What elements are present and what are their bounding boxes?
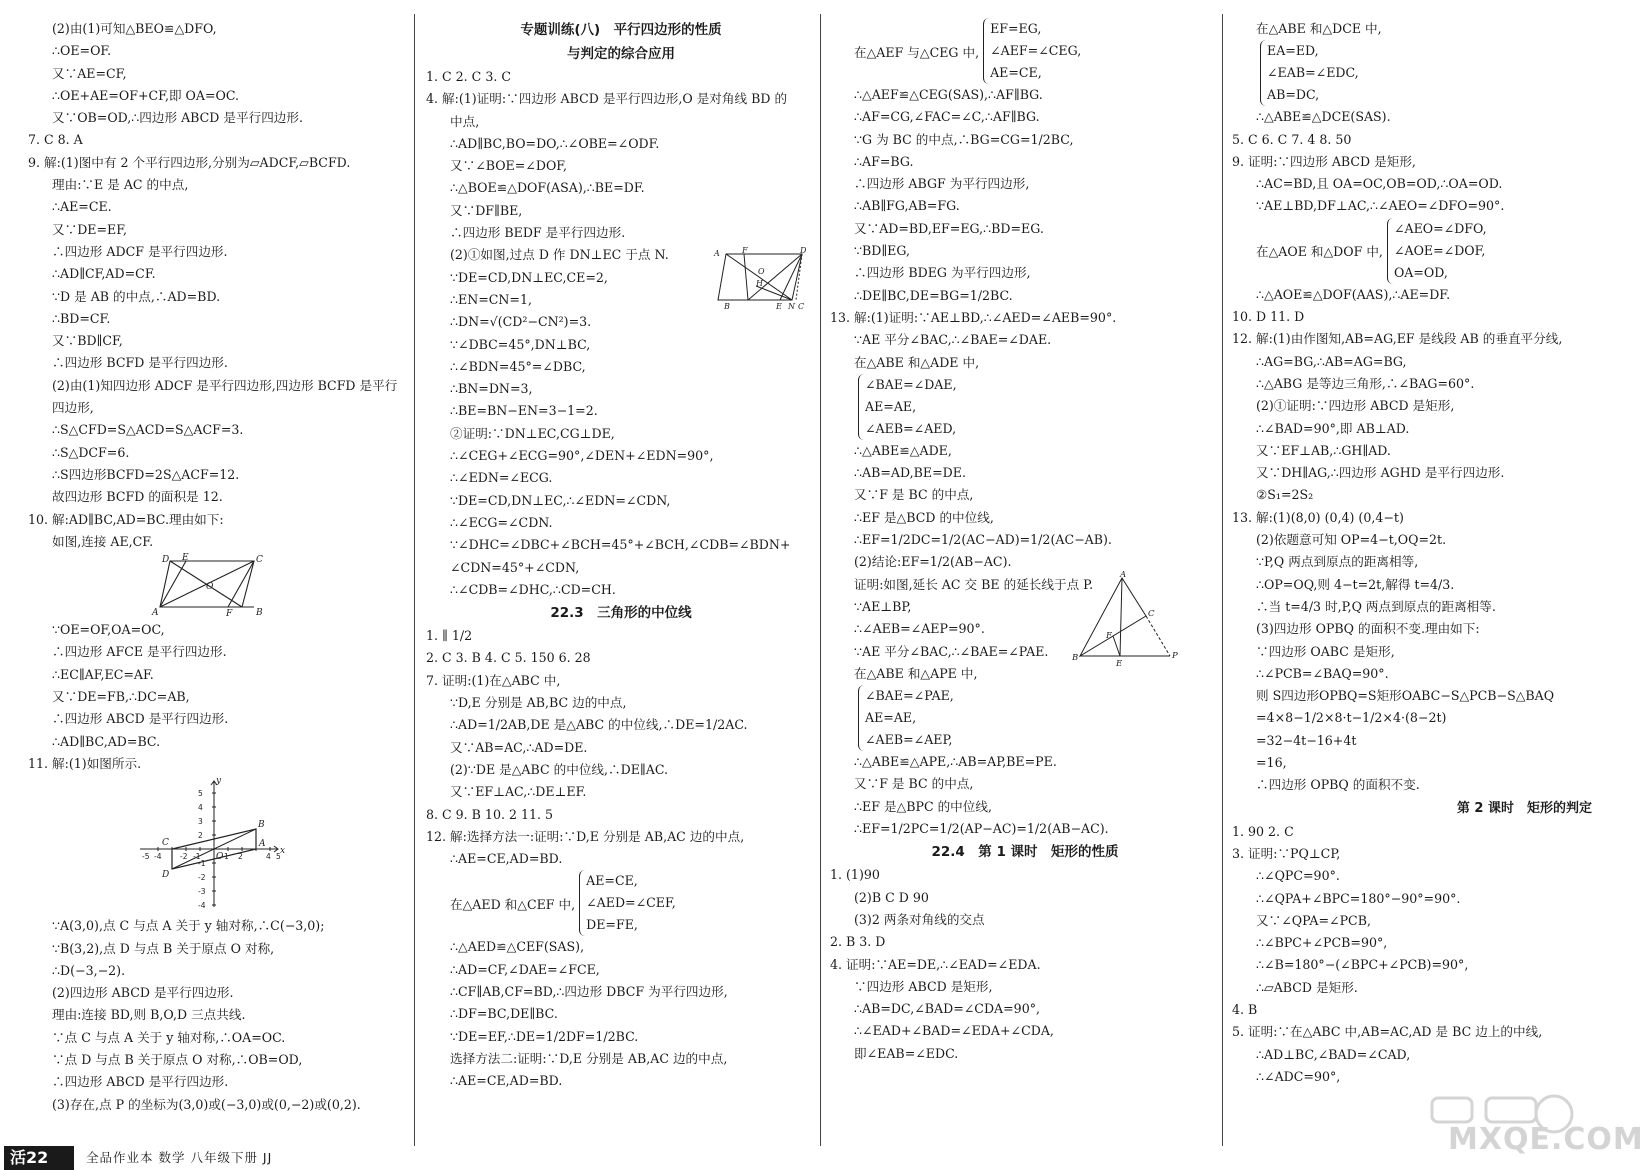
text-line: 则 S四边形OPBQ=S矩形OABC−S△PCB−S△BAQ bbox=[1256, 688, 1555, 704]
text-line: ∵DE=CD,DN⊥EC,CE=2, bbox=[450, 269, 608, 285]
section-title: 专题训练(八) 平行四边形的性质 bbox=[520, 22, 722, 38]
text-line: (2)四边形 ABCD 是平行四边形. bbox=[52, 985, 234, 1001]
svg-text:O: O bbox=[758, 267, 765, 277]
q13-figure-block bbox=[830, 569, 1220, 685]
text-line: ∴△BOE≌△DOF(ASA),∴BE=DF. bbox=[450, 180, 645, 196]
text-line: 8. C 9. B 10. 2 11. 5 bbox=[426, 806, 554, 822]
section-title: 22.3 三角形的中位线 bbox=[550, 605, 692, 622]
parallelogram-figure-q4 bbox=[712, 246, 808, 312]
text-line: 在△ABE 和△APE 中, bbox=[854, 665, 978, 681]
text-line: (2)∵DE 是△ABC 的中位线,∴DE∥AC. bbox=[450, 761, 669, 777]
text-line: 12. 解:(1)由作图知,AB=AG,EF 是线段 AB 的垂直平分线, bbox=[1232, 331, 1563, 347]
text-line: ∴四边形 ABCD 是平行四边形. bbox=[52, 1074, 229, 1090]
text-line: ∵OE=OF,OA=OC, bbox=[52, 622, 165, 638]
brace-item: ∠AEB=∠AED, bbox=[865, 420, 957, 436]
text-line: ∴S△CFD=S△ACD=S△ACF=3. bbox=[52, 422, 244, 438]
text-line: ∴当 t=4/3 时,P,Q 两点到原点的距离相等. bbox=[1256, 598, 1496, 614]
text-line: ∴EF=1/2DC=1/2(AC−AD)=1/2(AC−AB). bbox=[854, 532, 1112, 548]
brace-item: ∠AOE=∠DOF, bbox=[1393, 242, 1486, 258]
svg-text:O: O bbox=[216, 852, 224, 863]
brace-item: ∠EAB=∠EDC, bbox=[1267, 65, 1359, 81]
text-line: 10. 解:AD∥BC,AD=BC.理由如下: bbox=[28, 511, 224, 527]
column-divider bbox=[1222, 14, 1223, 1146]
text-line: (3)2 两条对角线的交点 bbox=[854, 911, 985, 927]
brace-conditions bbox=[1260, 40, 1359, 106]
text-line: ∴CF∥AB,CF=BD,∴四边形 DBCF 为平行四边形, bbox=[450, 983, 728, 999]
text-line: ∴∠BDN=45°=∠DBC, bbox=[450, 358, 586, 374]
text-line: 即∠EAB=∠EDC. bbox=[854, 1045, 959, 1061]
text-line: 又∵AE=CF, bbox=[52, 65, 127, 81]
text-line: ∵AE 平分∠BAC,∴∠BAE=∠DAE. bbox=[854, 332, 1052, 348]
text-line: 2. C 3. B 4. C 5. 150 6. 28 bbox=[426, 650, 591, 666]
text-line: ②S₁=2S₂ bbox=[1256, 487, 1314, 503]
column-3 bbox=[830, 18, 1220, 1146]
text-line: (2)依题意可知 OP=4−t,OQ=2t. bbox=[1256, 532, 1447, 548]
text-line: 理由:∵E 是 AC 的中点, bbox=[52, 177, 189, 193]
text-line: 13. 解:(1)证明:∵AE⊥BD,∴∠AED=∠AEB=90°. bbox=[830, 309, 1117, 325]
text-line: 在△ABE 和△ADE 中, bbox=[854, 354, 980, 370]
svg-text:3: 3 bbox=[198, 817, 203, 827]
text-line: 又∵OB=OD,∴四边形 ABCD 是平行四边形. bbox=[52, 110, 303, 126]
text-line: ∴EC∥AF,EC=AF. bbox=[52, 666, 154, 682]
text-line: ∵∠DHC=∠DBC+∠BCH=45°+∠BCH,∠CDB=∠BDN+ bbox=[450, 537, 791, 553]
congruence-brace bbox=[830, 374, 1220, 440]
triangle-figure-q13 bbox=[1070, 569, 1180, 669]
text-line: ∴OE+AE=OF+CF,即 OA=OC. bbox=[52, 87, 240, 103]
brace-item: ∠AEF=∠CEG, bbox=[990, 43, 1082, 58]
text-line: ∴△ABE≌△APE,∴AB=AP,BE=PE. bbox=[854, 754, 1057, 770]
brace-item: ∠AEO=∠DFO, bbox=[1393, 220, 1487, 236]
svg-text:D: D bbox=[800, 246, 807, 256]
text-line: ∴AF=BG. bbox=[854, 153, 914, 169]
text-line: ∴EN=CN=1, bbox=[450, 291, 533, 307]
brace-conditions bbox=[858, 374, 957, 440]
congruence-brace bbox=[830, 18, 1220, 84]
text-line: =16, bbox=[1256, 755, 1287, 771]
text-line: 中点, bbox=[450, 113, 480, 129]
text-line: ∴S△DCF=6. bbox=[52, 444, 130, 460]
text-line: 理由:连接 BD,则 B,O,D 三点共线. bbox=[52, 1007, 246, 1023]
text-line: ∴OE=OF. bbox=[52, 43, 112, 59]
text-line: =4×8−1/2×8·t−1/2×4·(8−2t) bbox=[1256, 710, 1447, 726]
text-line: 又∵DE=FB,∴DC=AB, bbox=[52, 689, 190, 705]
section-title: 22.4 第 1 课时 矩形的性质 bbox=[931, 844, 1119, 861]
text-line: ∴AB=AD,BE=DE. bbox=[854, 465, 966, 481]
text-line: 四边形, bbox=[52, 400, 94, 416]
coordinate-figure-q11 bbox=[28, 775, 408, 915]
text-line: ∴BE=BN−EN=3−1=2. bbox=[450, 403, 598, 419]
text-line: 又∵DH∥AG,∴四边形 AGHD 是平行四边形. bbox=[1256, 465, 1505, 481]
brace-item: DE=FE, bbox=[586, 917, 638, 933]
text-line: 5. C 6. C 7. 4 8. 50 bbox=[1232, 131, 1352, 147]
text-line: ∵G 为 BC 的中点,∴BG=CG=1/2BC, bbox=[854, 131, 1074, 147]
text-line: ∴∠ADC=90°, bbox=[1256, 1068, 1341, 1084]
text-line: ∴AE=CE,AD=BD. bbox=[450, 1073, 563, 1089]
svg-text:C: C bbox=[162, 838, 169, 849]
text-line: ∴AG=BG,∴AB=AG=BG, bbox=[1256, 353, 1407, 369]
text-line: (3)四边形 OPBQ 的面积不变.理由如下: bbox=[1256, 621, 1480, 637]
text-line: ∴四边形 BDEG 为平行四边形, bbox=[854, 265, 1031, 281]
svg-text:C: C bbox=[1148, 608, 1155, 619]
text-line: ∵点 D 与点 B 关于原点 O 对称,∴OB=OD, bbox=[52, 1051, 303, 1067]
text-line: 3. 证明:∵PQ⊥CP, bbox=[1232, 845, 1341, 861]
column-4 bbox=[1232, 18, 1592, 1146]
text-line: 9. 解:(1)图中有 2 个平行四边形,分别为▱ADCF,▱BCFD. bbox=[28, 154, 351, 170]
svg-text:C: C bbox=[256, 555, 263, 566]
svg-text:5: 5 bbox=[198, 789, 203, 799]
svg-text:-2: -2 bbox=[180, 852, 188, 862]
text-line: ∵DE=CD,DN⊥EC,∴∠EDN=∠CDN, bbox=[450, 492, 671, 508]
svg-text:y: y bbox=[216, 776, 222, 787]
text-line: ∵DE=EF,∴DE=1/2DF=1/2BC. bbox=[450, 1028, 639, 1044]
text-line: ∴∠EDN=∠ECG. bbox=[450, 470, 553, 486]
text-line: ∵AE⊥BP, bbox=[854, 598, 912, 614]
brace-item: ∠BAE=∠PAE, bbox=[865, 688, 954, 704]
svg-text:N: N bbox=[788, 302, 795, 312]
text-line: 12. 解:选择方法一:证明:∵D,E 分别是 AB,AC 边的中点, bbox=[426, 828, 745, 844]
parallelogram-figure-q10 bbox=[28, 553, 408, 619]
q4-figure-block bbox=[426, 244, 816, 311]
text-line: ∴∠CDB=∠DHC,∴CD=CH. bbox=[450, 581, 616, 597]
text-line: 4. B bbox=[1232, 1001, 1258, 1017]
brace-item: AB=DC, bbox=[1267, 87, 1320, 103]
text-line: ∵四边形 OABC 是矩形, bbox=[1256, 643, 1395, 659]
text-line: ∴DE∥BC,DE=BG=1/2BC. bbox=[854, 287, 1013, 303]
text-line: ∴AC=BD,且 OA=OC,OB=OD,∴OA=OD. bbox=[1256, 176, 1503, 192]
text-line: ∵A(3,0),点 C 与点 A 关于 y 轴对称,∴C(−3,0); bbox=[52, 918, 325, 934]
brace-conditions bbox=[858, 685, 954, 751]
page-footer bbox=[0, 1146, 1600, 1170]
text-line: 选择方法二:证明:∵D,E 分别是 AB,AC 边的中点, bbox=[450, 1050, 728, 1066]
text-line: ∵四边形 ABCD 是矩形, bbox=[854, 978, 993, 994]
watermark-text: MXQE.COM bbox=[1448, 1122, 1644, 1157]
svg-text:F: F bbox=[226, 609, 233, 620]
text-line: ∵BD∥EG, bbox=[854, 243, 910, 259]
text-line: 7. 证明:(1)在△ABC 中, bbox=[426, 672, 561, 688]
text-line: ∴DN=√(CD²−CN²)=3. bbox=[450, 314, 592, 330]
text-line: ∴△AEF≌△CEG(SAS),∴AF∥BG. bbox=[854, 87, 1043, 102]
text-line: ∴D(−3,−2). bbox=[52, 962, 126, 978]
text-line: 又∵∠QPA=∠PCB, bbox=[1256, 912, 1371, 928]
brace-item: ∠BAE=∠DAE, bbox=[865, 376, 957, 392]
svg-text:-4: -4 bbox=[154, 852, 162, 862]
book-title: 全品作业本 数学 八年级下册 JJ bbox=[86, 1150, 273, 1165]
text-line: ∴∠CEG+∠ECG=90°,∠DEN+∠EDN=90°, bbox=[450, 448, 714, 464]
text-line: 11. 解:(1)如图所示. bbox=[28, 755, 142, 771]
text-line: ∴OP=OQ,则 4−t=2t,解得 t=4/3. bbox=[1256, 576, 1455, 592]
svg-text:2: 2 bbox=[238, 852, 243, 862]
text-line: ∴AE=CE,AD=BD. bbox=[450, 851, 563, 867]
text-line: 又∵F 是 BC 的中点, bbox=[854, 776, 974, 792]
section-subtitle: 与判定的综合应用 bbox=[567, 46, 675, 62]
text-line: 5. 证明:∵在△ABC 中,AB=AC,AD 是 BC 边上的中线, bbox=[1232, 1024, 1543, 1040]
text-line: 10. D 11. D bbox=[1232, 309, 1305, 325]
text-line: ∴DF=BC,DE∥BC. bbox=[450, 1006, 558, 1022]
brace-label: 在△AEF 与△CEG 中, bbox=[854, 44, 980, 60]
brace-item: AE=CE, bbox=[586, 873, 638, 889]
congruence-brace bbox=[830, 685, 1220, 751]
text-line: 又∵EF⊥AB,∴GH∥AD. bbox=[1256, 442, 1391, 458]
text-line: (3)存在,点 P 的坐标为(3,0)或(−3,0)或(0,−2)或(0,2). bbox=[52, 1096, 361, 1112]
svg-text:B: B bbox=[724, 302, 730, 312]
text-line: (2)①如图,过点 D 作 DN⊥EC 于点 N. bbox=[450, 247, 669, 263]
brace-item: EA=ED, bbox=[1267, 43, 1319, 59]
text-line: ∴AD⊥BC,∠BAD=∠CAD, bbox=[1256, 1046, 1411, 1062]
svg-text:F: F bbox=[742, 246, 748, 256]
text-line: 又∵AD=BD,EF=EG,∴BD=EG. bbox=[854, 220, 1044, 236]
brace-item: ∠AED=∠CEF, bbox=[586, 895, 676, 911]
text-line: ∴△AOE≌△DOF(AAS),∴AE=DF. bbox=[1256, 286, 1451, 302]
text-line: ∴▱ABCD 是矩形. bbox=[1256, 979, 1358, 995]
text-line: ∴四边形 ABCD 是平行四边形. bbox=[52, 711, 229, 727]
text-line: 又∵∠BOE=∠DOF, bbox=[450, 158, 568, 174]
text-line: 1. 90 2. C bbox=[1232, 823, 1294, 839]
svg-text:x: x bbox=[280, 846, 286, 857]
text-line: ∵∠DBC=45°,DN⊥BC, bbox=[450, 336, 591, 352]
text-line: ∴EF=1/2PC=1/2(AP−AC)=1/2(AB−AC). bbox=[854, 821, 1109, 837]
brace-item: AE=AE, bbox=[865, 710, 917, 726]
text-line: ∴AD∥BC,AD=BC. bbox=[52, 733, 161, 749]
text-line: ∵D 是 AB 的中点,∴AD=BD. bbox=[52, 288, 221, 304]
text-line: ∴△ABE≌△ADE, bbox=[854, 442, 952, 458]
text-line: ∴∠QPC=90°. bbox=[1256, 868, 1340, 884]
svg-text:-4: -4 bbox=[198, 901, 206, 911]
brace-label: 在△AOE 和△DOF 中, bbox=[1256, 244, 1383, 260]
svg-text:A: A bbox=[714, 249, 720, 259]
text-line: ∵点 C 与点 A 关于 y 轴对称,∴OA=OC. bbox=[52, 1029, 286, 1045]
text-line: ∴∠BPC+∠PCB=90°, bbox=[1256, 935, 1388, 951]
text-line: 又∵DE=EF, bbox=[52, 221, 128, 237]
watermark-logo bbox=[1402, 1092, 1644, 1162]
text-line: ∴四边形 AFCE 是平行四边形. bbox=[52, 644, 227, 660]
brace-item: AE=AE, bbox=[865, 398, 917, 414]
text-line: ∴AD∥BC,BO=DO,∴∠OBE=∠ODF. bbox=[450, 135, 660, 151]
svg-text:E: E bbox=[1116, 658, 1123, 669]
column-divider bbox=[414, 14, 415, 1146]
text-line: ∴∠ECG=∠CDN. bbox=[450, 514, 553, 530]
svg-text:-3: -3 bbox=[198, 887, 206, 897]
text-line: ∴△ABG 是等边三角形,∴∠BAG=60°. bbox=[1256, 375, 1475, 391]
svg-text:H: H bbox=[756, 279, 763, 289]
text-line: ∴四边形 BCFD 是平行四边形. bbox=[52, 355, 228, 371]
brace-item: AE=CE, bbox=[990, 65, 1042, 80]
text-line: ∵AE 平分∠BAC,∴∠BAE=∠PAE. bbox=[854, 643, 1049, 659]
text-line: ∴BN=DN=3, bbox=[450, 381, 533, 397]
text-line: ∴BD=CF. bbox=[52, 310, 111, 326]
text-line: ∴AD∥CF,AD=CF. bbox=[52, 266, 156, 282]
brace-item: ∠AEB=∠AEP, bbox=[865, 732, 953, 748]
text-line: ∴AB∥FG,AB=FG. bbox=[854, 198, 960, 214]
text-line: ∴∠PCB=∠BAQ=90°. bbox=[1256, 665, 1389, 681]
congruence-brace bbox=[1232, 40, 1592, 106]
svg-text:F: F bbox=[1106, 630, 1112, 641]
text-line: ∴四边形 ADCF 是平行四边形. bbox=[52, 243, 228, 259]
text-line: 故四边形 BCFD 的面积是 12. bbox=[52, 489, 223, 505]
brace-item: EF=EG, bbox=[990, 21, 1042, 36]
text-line: ∴AD=1/2AB,DE 是△ABC 的中位线,∴DE=1/2AC. bbox=[450, 717, 748, 733]
text-line: (2)B C D 90 bbox=[854, 889, 929, 905]
text-line: 13. 解:(1)(8,0) (0,4) (0,4−t) bbox=[1232, 509, 1404, 525]
brace-item: OA=OD, bbox=[1393, 264, 1448, 280]
svg-text:O: O bbox=[206, 582, 214, 593]
text-line: ∵AE⊥BD,DF⊥AC,∴∠AEO=∠DFO=90°. bbox=[1256, 198, 1505, 214]
column-1 bbox=[28, 18, 408, 1146]
text-line: ②证明:∵DN⊥EC,CG⊥DE, bbox=[450, 425, 615, 441]
section-title: 第 2 课时 矩形的判定 bbox=[1456, 800, 1592, 816]
text-line: ∴AF=CG,∠FAC=∠C,∴AF∥BG. bbox=[854, 109, 1040, 125]
text-line: (2)结论:EF=1/2(AB−AC). bbox=[854, 554, 1012, 570]
brace-label: 在△AED 和△CEF 中, bbox=[450, 896, 576, 912]
text-line: 证明:如图,延长 AC 交 BE 的延长线于点 P. bbox=[854, 576, 1094, 592]
text-line: 又∵F 是 BC 的中点, bbox=[854, 487, 974, 503]
svg-text:4: 4 bbox=[198, 803, 203, 813]
svg-text:2: 2 bbox=[198, 831, 203, 841]
text-line: 1. ∥ 1/2 bbox=[426, 628, 473, 644]
text-line: 9. 证明:∵四边形 ABCD 是矩形, bbox=[1232, 153, 1416, 169]
svg-text:B: B bbox=[258, 820, 265, 831]
text-line: 又∵EF⊥AC,∴DE⊥EF. bbox=[450, 784, 587, 800]
text-line: 4. 证明:∵AE=DE,∴∠EAD=∠EDA. bbox=[830, 956, 1041, 972]
svg-text:-1: -1 bbox=[198, 859, 206, 869]
text-line: 4. 解:(1)证明:∵四边形 ABCD 是平行四边形,O 是对角线 BD 的 bbox=[426, 91, 788, 107]
text-line: (2)由(1)可知△BEO≌△DFO, bbox=[52, 21, 217, 36]
text-line: 又∵DF∥BE, bbox=[450, 202, 523, 218]
congruence-brace bbox=[1232, 218, 1592, 284]
column-divider bbox=[820, 14, 821, 1146]
svg-text:1: 1 bbox=[224, 852, 229, 862]
text-line: 又∵BD∥CF, bbox=[52, 333, 123, 349]
text-line: ∴AB=DC,∠BAD=∠CDA=90°, bbox=[854, 1001, 1041, 1017]
svg-text:B: B bbox=[256, 608, 263, 619]
text-line: ∴△ABE≌△DCE(SAS). bbox=[1256, 109, 1391, 125]
svg-text:5: 5 bbox=[276, 852, 281, 862]
text-line: ∠CDN=45°+∠CDN, bbox=[450, 559, 580, 575]
svg-text:D: D bbox=[162, 870, 170, 881]
svg-text:D: D bbox=[162, 555, 170, 566]
svg-text:E: E bbox=[182, 553, 189, 564]
text-line: ∴∠B=180°−(∠BPC+∠PCB)=90°, bbox=[1256, 957, 1469, 973]
text-line: (2)由(1)知四边形 ADCF 是平行四边形,四边形 BCFD 是平行 bbox=[52, 377, 398, 393]
text-line: 如图,连接 AE,CF. bbox=[52, 533, 154, 549]
text-line: ∴∠BAD=90°,即 AB⊥AD. bbox=[1256, 420, 1410, 436]
congruence-brace bbox=[426, 870, 816, 936]
text-line: ∵P,Q 两点到原点的距离相等, bbox=[1256, 554, 1419, 570]
svg-text:A: A bbox=[152, 608, 159, 619]
text-line: (2)①证明:∵四边形 ABCD 是矩形, bbox=[1256, 398, 1455, 414]
svg-text:C: C bbox=[798, 302, 805, 312]
text-line: ∴S四边形BCFD=2S△ACF=12. bbox=[52, 466, 240, 482]
text-line: =32−4t−16+4t bbox=[1256, 732, 1357, 748]
text-line: ∴△AED≌△CEF(SAS), bbox=[450, 939, 585, 955]
svg-text:P: P bbox=[1172, 650, 1178, 661]
text-line: ∴AE=CE. bbox=[52, 199, 112, 215]
text-line: ∵D,E 分别是 AB,BC 边的中点, bbox=[450, 695, 627, 711]
svg-text:A: A bbox=[1120, 569, 1127, 580]
text-line: ∴四边形 ABGF 为平行四边形, bbox=[854, 176, 1030, 192]
svg-text:4: 4 bbox=[266, 852, 271, 862]
page-number: 活22 bbox=[4, 1146, 74, 1170]
column-2 bbox=[426, 18, 816, 1146]
text-line: 7. C 8. A bbox=[28, 132, 83, 148]
svg-text:E: E bbox=[776, 302, 782, 312]
svg-text:-2: -2 bbox=[198, 873, 206, 883]
text-line: ∴四边形 OPBQ 的面积不变. bbox=[1256, 777, 1420, 793]
text-line: ∴四边形 BEDF 是平行四边形. bbox=[450, 225, 626, 241]
text-line: 又∵AB=AC,∴AD=DE. bbox=[450, 739, 588, 755]
brace-conditions bbox=[1387, 218, 1487, 284]
brace-conditions bbox=[983, 18, 1081, 84]
svg-text:-1: -1 bbox=[193, 852, 201, 862]
text-line: 1. C 2. C 3. C bbox=[426, 69, 511, 84]
text-line: ∴EF 是△BPC 的中位线, bbox=[854, 798, 992, 814]
text-line: 在△ABE 和△DCE 中, bbox=[1256, 21, 1382, 36]
brace-conditions bbox=[579, 870, 676, 936]
svg-text:-5: -5 bbox=[142, 852, 150, 862]
text-line: ∴∠QPA+∠BPC=180°−90°=90°. bbox=[1256, 890, 1461, 906]
svg-text:A: A bbox=[259, 839, 266, 850]
text-line: 2. B 3. D bbox=[830, 934, 886, 950]
text-line: ∵B(3,2),点 D 与点 B 关于原点 O 对称, bbox=[52, 940, 275, 956]
text-line: ∴∠EAD+∠BAD=∠EDA+∠CDA, bbox=[854, 1023, 1054, 1039]
text-line: ∴∠AEB=∠AEP=90°. bbox=[854, 621, 985, 637]
text-line: ∴EF 是△BCD 的中位线, bbox=[854, 509, 994, 525]
text-line: ∴AD=CF,∠DAE=∠FCE, bbox=[450, 961, 600, 977]
text-line: 1. (1)90 bbox=[830, 867, 880, 883]
svg-text:B: B bbox=[1072, 652, 1079, 663]
